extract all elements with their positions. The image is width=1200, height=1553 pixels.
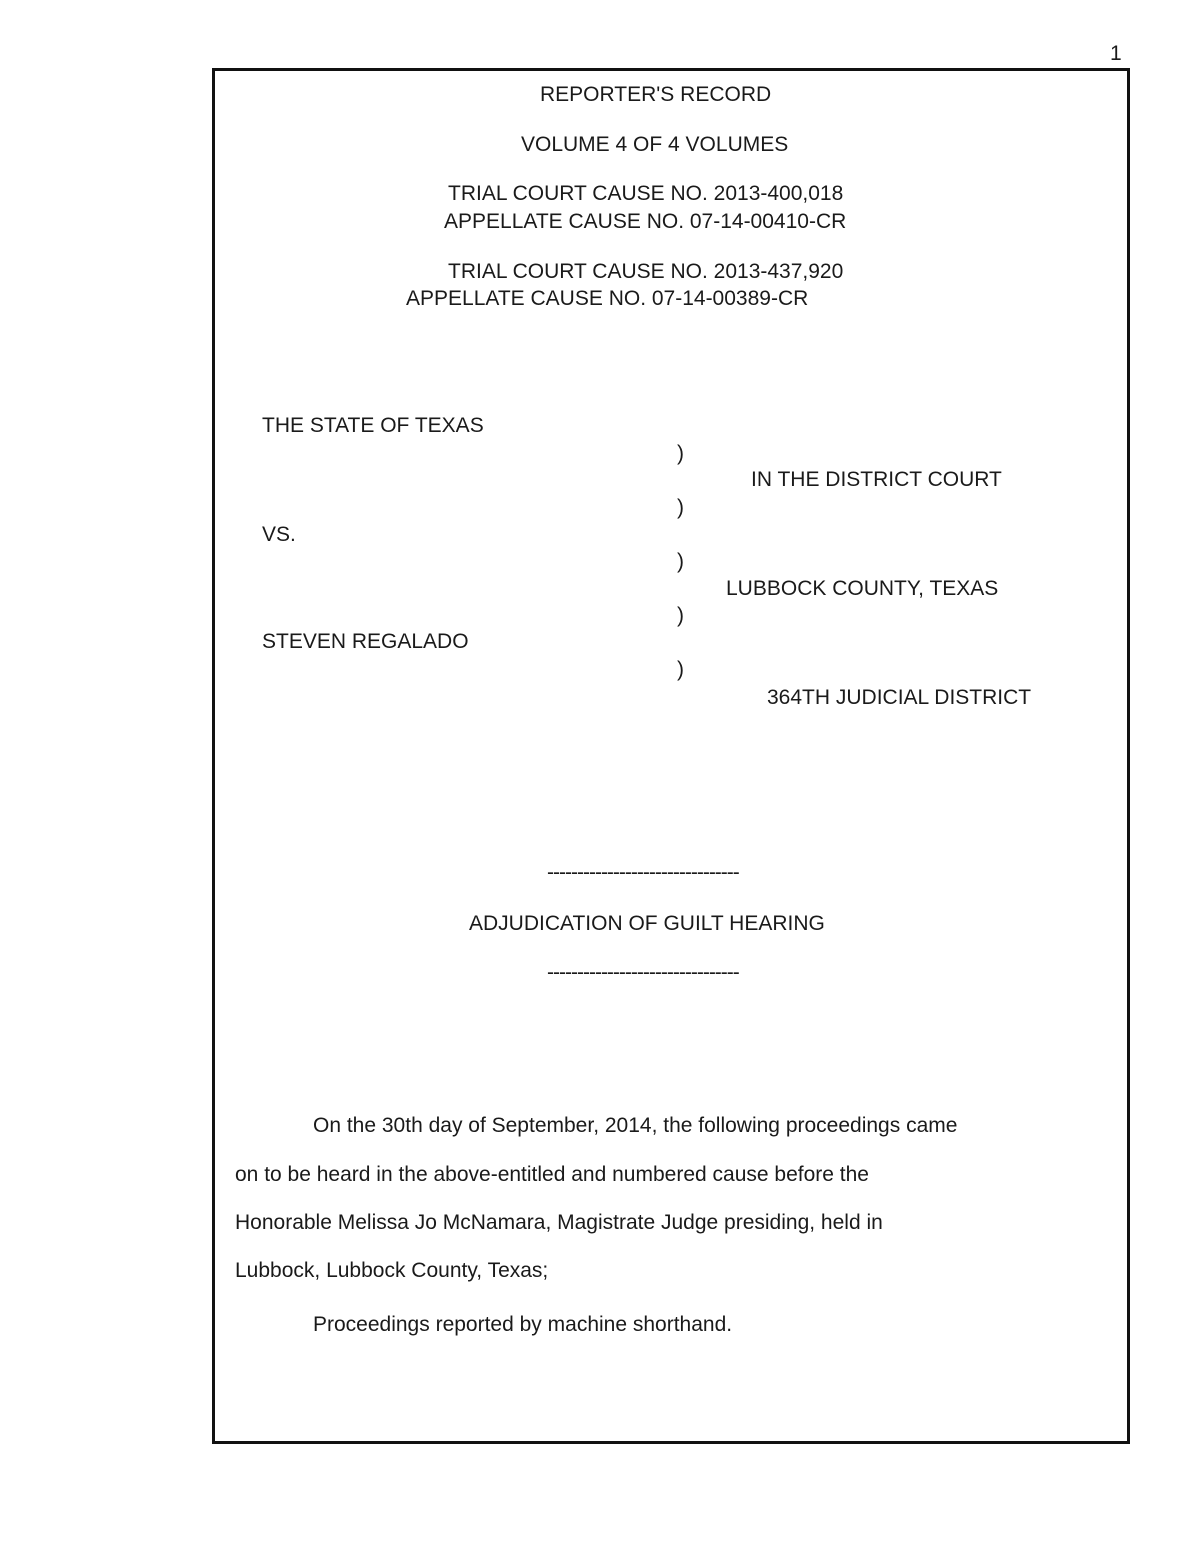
body-line-4: Lubbock, Lubbock County, Texas; bbox=[235, 1259, 549, 1282]
page-number: 1 bbox=[1110, 42, 1122, 65]
body-line-2: on to be heard in the above-entitled and numbered cause before the bbox=[235, 1163, 869, 1186]
defendant: STEVEN REGALADO bbox=[262, 630, 469, 653]
county-name: LUBBOCK COUNTY, TEXAS bbox=[726, 577, 999, 600]
caption-paren: ) bbox=[677, 442, 684, 465]
caption-paren: ) bbox=[677, 496, 684, 519]
caption-paren: ) bbox=[677, 550, 684, 573]
hearing-title: ADJUDICATION OF GUILT HEARING bbox=[469, 912, 825, 935]
judicial-district: 364TH JUDICIAL DISTRICT bbox=[767, 686, 1032, 709]
volume-line: VOLUME 4 OF 4 VOLUMES bbox=[521, 133, 789, 156]
court-name: IN THE DISTRICT COURT bbox=[751, 468, 1002, 491]
divider-top: -------------------------------- bbox=[547, 861, 739, 884]
trial-cause-2: TRIAL COURT CAUSE NO. 2013-437,920 bbox=[448, 260, 844, 283]
trial-cause-1: TRIAL COURT CAUSE NO. 2013-400,018 bbox=[448, 182, 844, 205]
plaintiff: THE STATE OF TEXAS bbox=[262, 414, 484, 437]
body-line-5: Proceedings reported by machine shorthand. bbox=[313, 1313, 733, 1336]
body-line-3: Honorable Melissa Jo McNamara, Magistrate Judge presiding, held in bbox=[235, 1211, 883, 1234]
record-title: REPORTER'S RECORD bbox=[540, 83, 772, 106]
divider-bottom: -------------------------------- bbox=[547, 961, 739, 984]
appellate-cause-2: APPELLATE CAUSE NO. 07-14-00389-CR bbox=[406, 287, 809, 310]
caption-paren: ) bbox=[677, 658, 684, 681]
body-line-1: On the 30th day of September, 2014, the following proceedings came bbox=[313, 1114, 958, 1137]
caption-paren: ) bbox=[677, 604, 684, 627]
appellate-cause-1: APPELLATE CAUSE NO. 07-14-00410-CR bbox=[444, 210, 847, 233]
versus: VS. bbox=[262, 523, 296, 546]
